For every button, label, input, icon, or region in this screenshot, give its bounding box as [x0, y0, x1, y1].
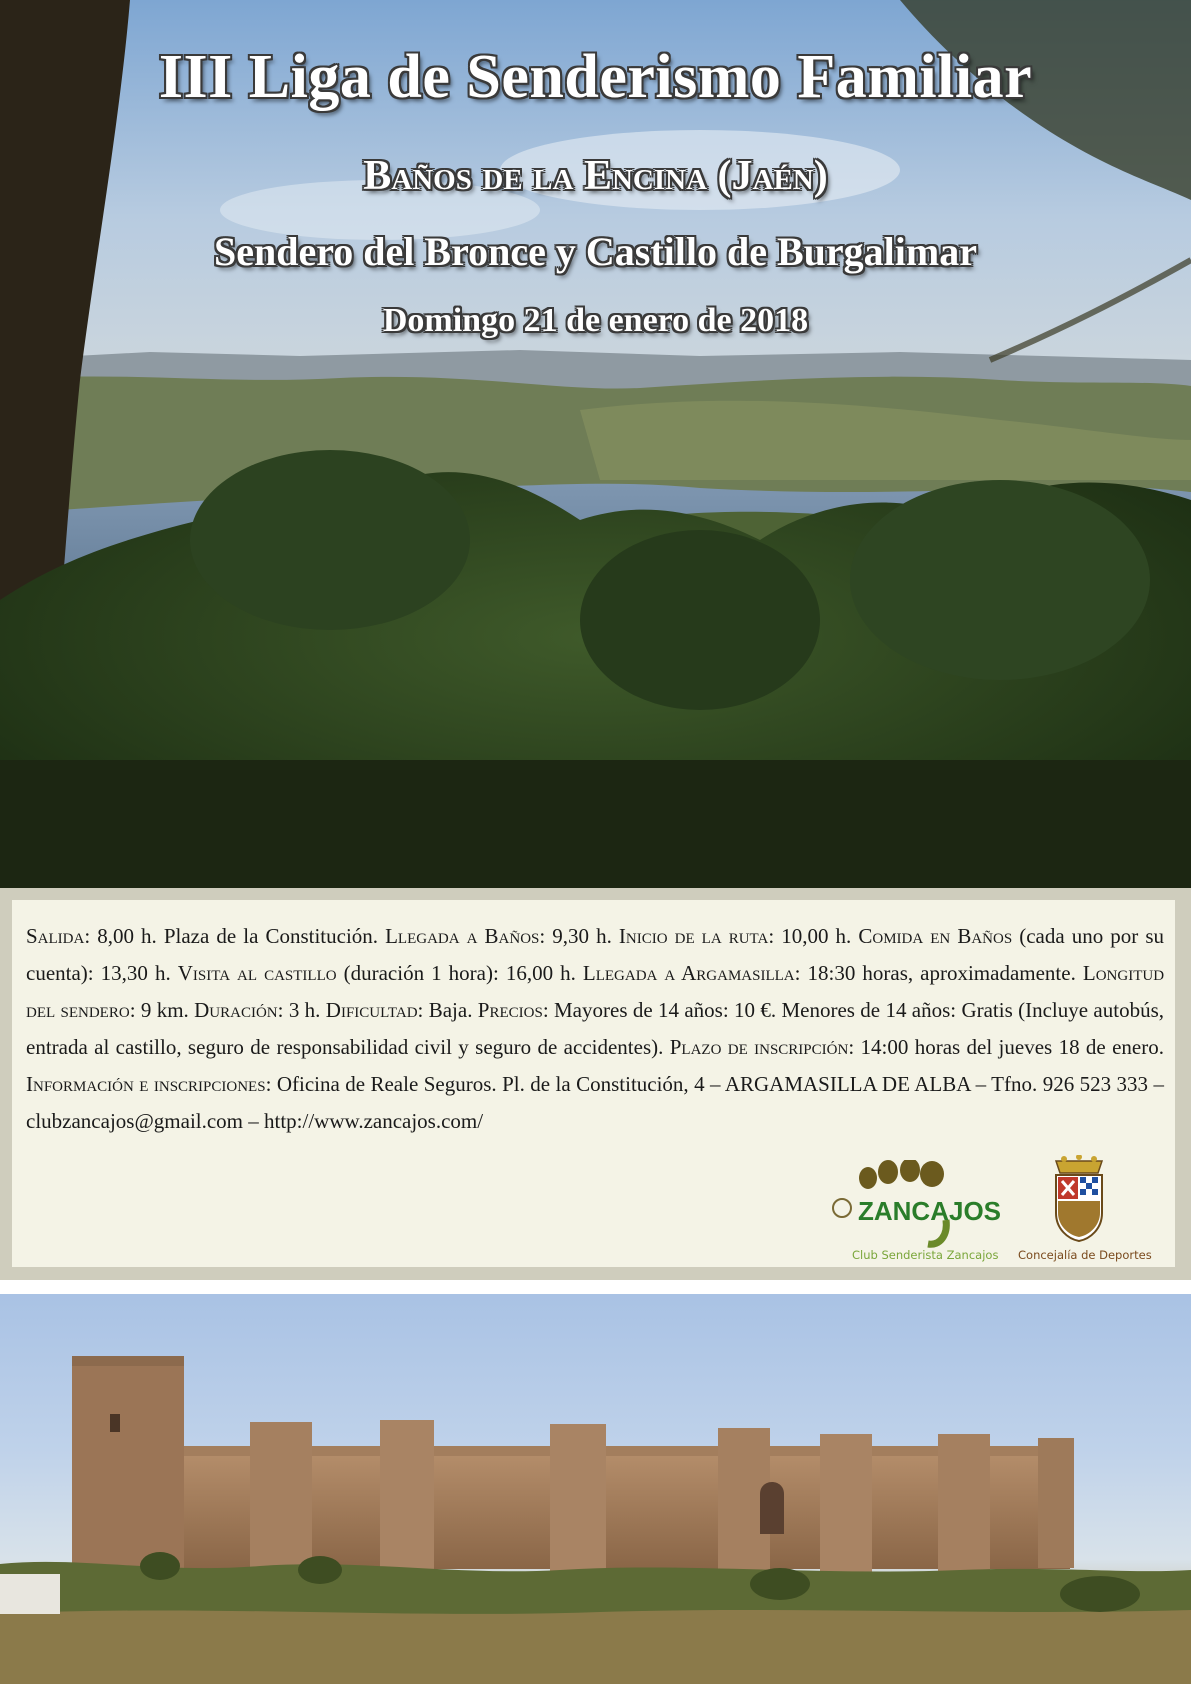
coat-of-arms-icon — [1004, 1155, 1154, 1245]
plazo-label: Plazo de inscripción — [669, 1035, 849, 1059]
llegada-banos-value: : 9,30 h. — [539, 924, 619, 948]
poster-title: III Liga de Senderismo Familiar — [158, 43, 1033, 111]
salida-label: Salida — [26, 924, 85, 948]
castle-illustration — [0, 1294, 1191, 1684]
duracion-value: : 3 h. — [277, 998, 326, 1022]
informacion-value: : Oficina de Reale Seguros. Pl. de la Constitución, 4 – ARGAMASILLA DE ALBA – Tfno. 926 523 333 – clubzancajos@gmail.com – http://www.zancajos.com/ — [26, 1072, 1164, 1133]
castle-photo — [0, 1294, 1191, 1684]
longitud-value: : 9 km. — [129, 998, 195, 1022]
info-box — [12, 900, 1175, 1267]
precios-value: : Mayores de 14 años: 10 €. Menores de 14 años: Gratis (Incluye autobús, entrada al castillo, seguro de responsabilidad civil y seguro de accidentes). — [26, 998, 1165, 1059]
visita-value: (duración 1 hora): 16,00 h. — [336, 961, 583, 985]
zancajos-logo — [828, 1160, 1018, 1260]
info-paragraph — [26, 918, 1164, 1140]
comida-label: Comida en Baños — [858, 924, 1013, 948]
poster-date: Domingo 21 de enero de 2018 — [382, 302, 809, 339]
duracion-label: Duración — [194, 998, 278, 1022]
longitud-label: Longitud del sendero — [26, 961, 1165, 1022]
dificultad-label: Dificultad — [325, 998, 418, 1022]
zancajos-caption: Club Senderista Zancajos — [852, 1248, 999, 1262]
llegada-argamasilla-value: : 18:30 horas, aproximadamente. — [794, 961, 1083, 985]
concejalia-logo — [1004, 1155, 1154, 1265]
salida-value: : 8,00 h. Plaza de la Constitución. — [84, 924, 386, 948]
llegada-argamasilla-label: Llegada a Argamasilla — [582, 961, 795, 985]
llegada-banos-label: Llegada a Baños — [385, 924, 540, 948]
plazo-value: : 14:00 horas del jueves 18 de enero. — [848, 1035, 1164, 1059]
poster-route: Sendero del Bronce y Castillo de Burgalimar — [214, 229, 977, 274]
zancajos-brand: ZANCAJOS — [858, 1196, 1002, 1226]
visita-label: Visita al castillo — [177, 961, 337, 985]
inicio-value: : 10,00 h. — [768, 924, 859, 948]
comida-value: (cada uno por su cuenta): 13,30 h. — [26, 924, 1165, 985]
concejalia-caption: Concejalía de Deportes — [1018, 1248, 1152, 1262]
precios-label: Precios — [477, 998, 543, 1022]
informacion-label: Información e inscripciones — [26, 1072, 266, 1096]
info-frame — [0, 888, 1191, 1280]
dificultad-value: : Baja. — [417, 998, 478, 1022]
inicio-label: Inicio de la ruta — [618, 924, 769, 948]
poster-location: Baños de la Encina (Jaén) — [363, 153, 828, 199]
